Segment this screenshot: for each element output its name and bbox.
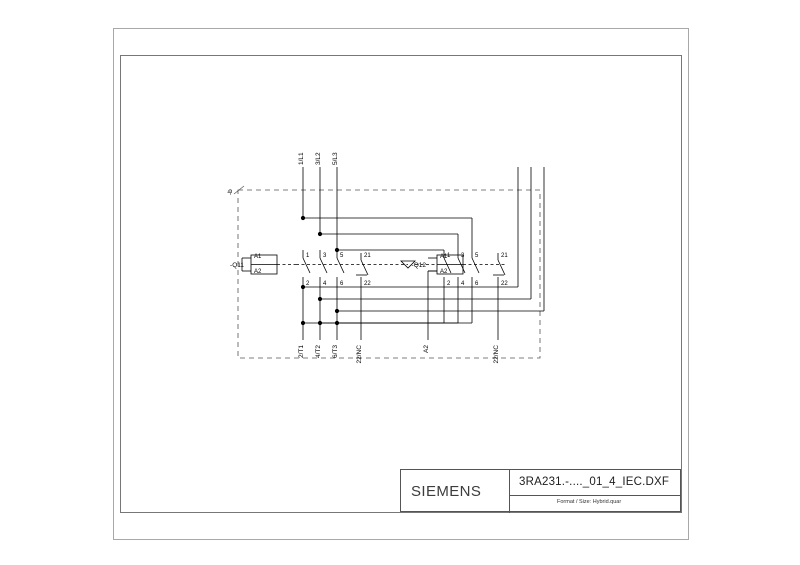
- terminal-label-bottom-1: 2/T1: [298, 345, 305, 359]
- terminal-label-bottom-6: 22/NC: [493, 345, 500, 364]
- siemens-logo: SIEMENS: [411, 483, 482, 500]
- title-block-divider-vertical: [509, 470, 510, 513]
- q11-coil-a1: A1: [254, 254, 262, 260]
- device-label-q11: -Q11: [230, 262, 244, 269]
- q11-coil-a2: A2: [254, 269, 262, 275]
- q11-aux-22: 22: [364, 281, 371, 287]
- q12-contact-3: 3: [461, 253, 465, 259]
- terminal-label-bottom-3: 6/T3: [332, 345, 339, 359]
- terminal-label-top-1: 1/L1: [298, 152, 305, 165]
- q11-contact-2: 2: [306, 281, 310, 287]
- schematic-drawing: [120, 55, 682, 513]
- device-label-q12: -Q12: [411, 262, 426, 269]
- title-block: [400, 469, 681, 512]
- terminal-label-top-2: 3/L2: [315, 152, 322, 165]
- terminal-label-bottom-4: 22/NC: [356, 345, 363, 364]
- terminal-label-top-3: 5/L3: [332, 152, 339, 165]
- q12-contact-4: 4: [461, 281, 465, 287]
- q12-aux-21: 21: [501, 253, 508, 259]
- q11-contact-4: 4: [323, 281, 327, 287]
- title-block-divider-horizontal: [509, 495, 681, 496]
- q12-aux-22: 22: [501, 281, 508, 287]
- q12-contact-1: 1: [447, 253, 451, 259]
- q12-contact-2: 2: [447, 281, 451, 287]
- q12-coil-a2: A2: [440, 269, 448, 275]
- terminal-label-bottom-2: 4/T2: [315, 345, 322, 359]
- q11-contact-5: 5: [340, 253, 344, 259]
- q11-aux-21: 21: [364, 253, 371, 259]
- q12-coil-a1: A1: [440, 254, 448, 260]
- document-name: 3RA231.-...._01_4_IEC.DXF: [519, 476, 670, 488]
- q11-contact-6: 6: [340, 281, 344, 287]
- q11-contact-3: 3: [323, 253, 327, 259]
- q12-contact-6: 6: [475, 281, 479, 287]
- format-size-label: Format / Size: Hybrid.quar: [557, 499, 622, 505]
- q11-contact-1: 1: [306, 253, 310, 259]
- enclosure-label: -b: [227, 189, 234, 195]
- q12-contact-5: 5: [475, 253, 479, 259]
- terminal-label-bottom-5: A2: [423, 345, 430, 353]
